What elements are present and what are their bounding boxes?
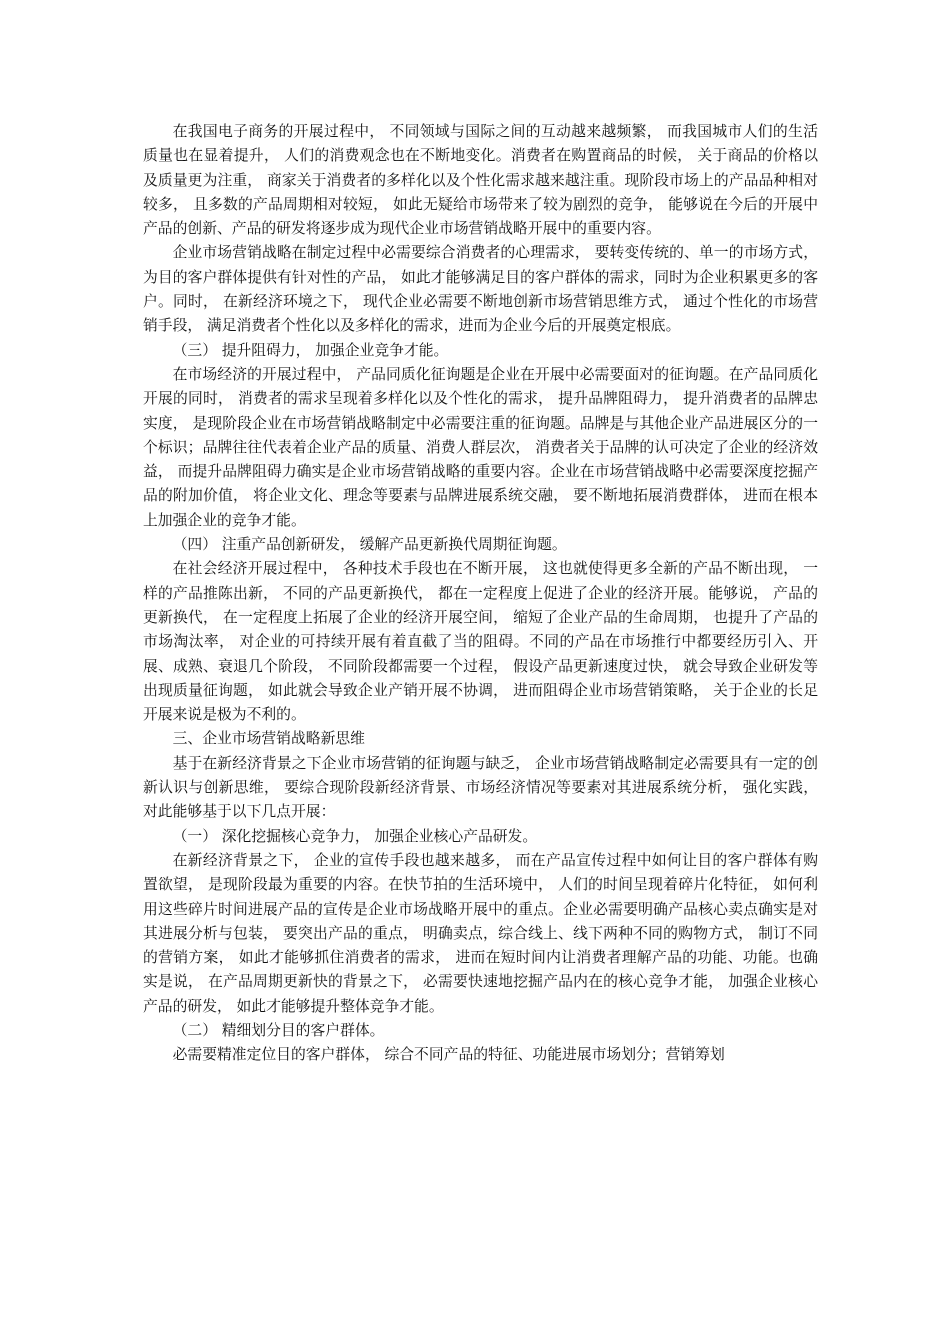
paragraph-core-competence: 在新经济背景之下， 企业的宣传手段也越来越多， 而在产品宣传过程中如何让目的客户群体有购置欲望， 是现阶段最为重要的内容。在快节拍的生活环境中， 人们的时间呈现着碎片化特征， 如何利用这些碎片时间进展产品的宣传是企业市场战略开展中的重点。企业必需要明确产品核心卖点确实是对其进展分析与包装， 要突出产品的重点， 明确卖点，综合线上、线下两种不同的购物方式， 制订不同的营销方案， 如此才能够抓住消费者的需求， 进而在短时间内让消费者理解产品的功能、功能。也确实是说， 在产品周期更新快的背景之下， 必需要快速地挖掘产品内在的核心竞争才能， 加强企业核心产品的研发， 如此才能够提升整体竞争才能。 (143, 851, 818, 1015)
document-body (143, 120, 818, 1068)
section-heading-2: （二） 精细划分目的客户群体。 (172, 1021, 385, 1039)
section-heading-4: （四） 注重产品创新研发， 缓解产品更新换代周期征询题。 (172, 536, 567, 554)
paragraph-strategy-basis: 基于在新经济背景之下企业市场营销的征询题与缺乏， 企业市场营销战略制定必需要具有一定的创新认识与创新思维， 要综合现阶段新经济背景、市场经济情况等要素对其进展系统分析， 强化实践， 对此能够基于以下几点开展： (143, 754, 818, 821)
section-heading-3: （三） 提升阻碍力， 加强企业竞争才能。 (172, 341, 449, 359)
section-heading-1: （一） 深化挖掘核心竞争力， 加强企业核心产品研发。 (172, 827, 538, 845)
paragraph-product-innovation: 在社会经济开展过程中， 各种技术手段也在不断开展， 这也就使得更多全新的产品不断出现， 一样的产品推陈出新， 不同的产品更新换代， 都在一定程度上促进了企业的经济开展。能够说， 产品的更新换代， 在一定程度上拓展了企业的经济开展空间， 缩短了企业产品的生命周期， 也提升了产品的市场淘汰率， 对企业的可持续开展有着直截了当的阻碍。不同的产品在市场推行中都要经历引入、开展、成熟、衰退几个阶段， 不同阶段都需要一个过程， 假设产品更新速度过快， 就会导致企业研发等出现质量征询题， 如此就会导致企业产销开展不协调， 进而阻碍企业市场营销策略， 关于企业的长足开展来说是极为不利的。 (143, 560, 818, 724)
paragraph-brand-influence: 在市场经济的开展过程中， 产品同质化征询题是企业在开展中必需要面对的征询题。在产品同质化开展的同时， 消费者的需求呈现着多样化以及个性化的需求， 提升品牌阻碍力， 提升消费者的品牌忠实度， 是现阶段企业在市场营销战略制定中必需要注重的征询题。品牌是与其他企业产品进展区分的一个标识；品牌往往代表着企业产品的质量、消费人群层次， 消费者关于品牌的认可决定了企业的经济效益， 而提升品牌阻碍力确实是企业市场营销战略的重要内容。企业在市场营销战略中必需要深度挖掘产品的附加价值， 将企业文化、理念等要素与品牌进展系统交融， 要不断地拓展消费群体， 进而在根本上加强企业的竞争才能。 (143, 365, 818, 529)
paragraph-target-customers: 必需要精准定位目的客户群体， 综合不同产品的特征、功能进展市场划分；营销筹划 (172, 1046, 725, 1064)
paragraph-consumer-needs: 企业市场营销战略在制定过程中必需要综合消费者的心理需求， 要转变传统的、单一的市场方式， 为目的客户群体提供有针对性的产品， 如此才能够满足目的客户群体的需求，同时为企业积累更多的客户。同时， 在新经济环境之下， 现代企业必需要不断地创新市场营销思维方式， 通过个性化的市场营销手段， 满足消费者个性化以及多样化的需求，进而为企业今后的开展奠定根底。 (143, 244, 818, 335)
chapter-heading-new-thinking: 三、企业市场营销战略新思维 (172, 730, 365, 748)
paragraph-ecommerce-development: 在我国电子商务的开展过程中， 不同领域与国际之间的互动越来越频繁， 而我国城市人们的生活质量也在显着提升， 人们的消费观念也在不断地变化。消费者在购置商品的时候， 关于商品的价格以及质量更为注重， 商家关于消费者的多样化以及个性化需求越来越注重。现阶段市场上的产品品种相对较多， 且多数的产品周期相对较短， 如此无疑给市场带来了较为剧烈的竞争， 能够说在今后的开展中产品的创新、产品的研发将逐步成为现代企业市场营销战略开展中的重要内容。 (143, 123, 818, 238)
